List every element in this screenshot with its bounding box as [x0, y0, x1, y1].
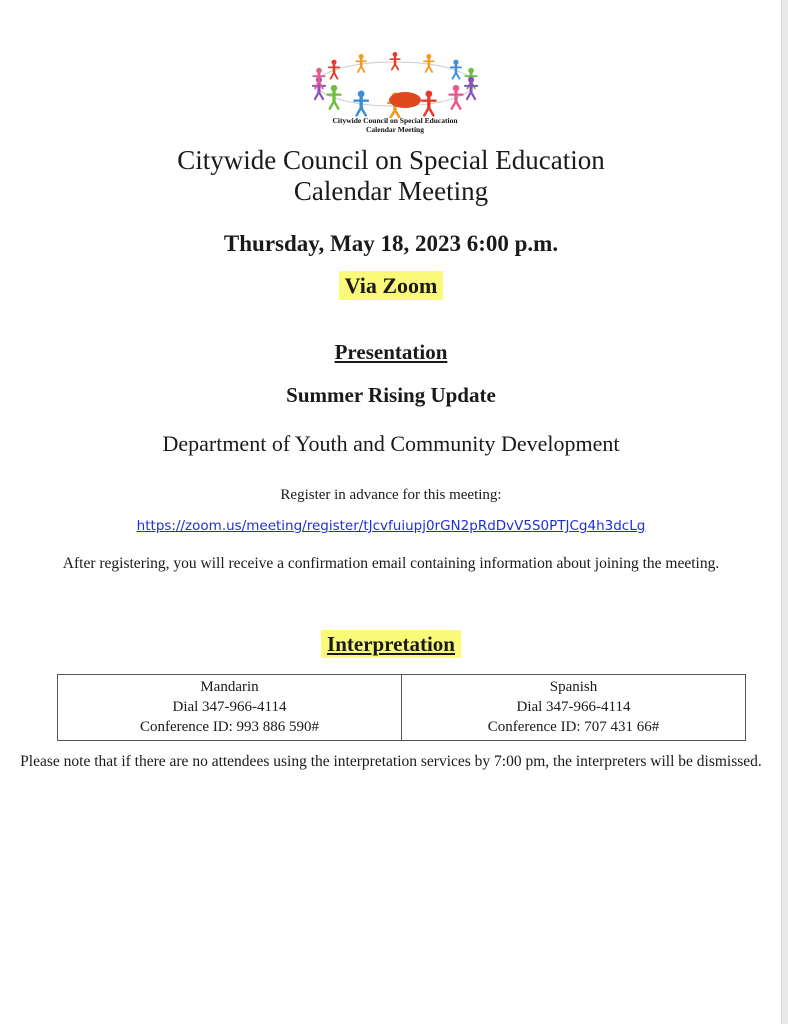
dial-number: Dial 347-966-4114 [516, 699, 631, 715]
presentation-topic: Summer Rising Update [286, 383, 496, 407]
person-figure-icon [356, 54, 366, 72]
meeting-venue-row [0, 273, 782, 299]
logo-caption-line1: Citywide Council on Special Education [332, 116, 458, 125]
language-cell-mandarin [58, 675, 402, 741]
register-prompt: Register in advance for this meeting: [280, 487, 502, 503]
registration-link-row [0, 518, 782, 534]
dial-number: Dial 347-966-4114 [172, 699, 287, 715]
interpretation-note: Please note that if there are no attendees using the interpretation services by 7:00 pm, the interpreters will be dismissed. [20, 753, 762, 770]
title-line2: Calendar Meeting [293, 176, 489, 206]
title-line1: Citywide Council on Special Education [177, 145, 605, 175]
language-cell-spanish [402, 675, 746, 741]
person-figure-icon [449, 85, 462, 109]
logo-caption-line2: Calendar Meeting [366, 125, 424, 134]
meeting-venue: Via Zoom [339, 271, 444, 300]
meeting-datetime: Thursday, May 18, 2023 6:00 p.m. [223, 231, 559, 256]
registration-link[interactable]: https://zoom.us/meeting/register/tJcvfuiupj0rGN2pRdDvV5S0PTJCg4h3dcLg [136, 518, 646, 534]
person-figure-icon [424, 54, 434, 72]
interpretation-heading: Interpretation [321, 630, 461, 658]
interpretation-table [57, 674, 746, 741]
page-edge [781, 0, 788, 1024]
presenter-name: Department of Youth and Community Development [162, 431, 620, 456]
conference-id: Conference ID: 707 431 66# [487, 719, 660, 735]
interpretation-heading-row [0, 632, 782, 657]
page-title [0, 145, 782, 207]
language-name: Mandarin [200, 679, 259, 695]
ball-icon [389, 92, 421, 108]
person-figure-icon [390, 52, 400, 70]
presentation-heading: Presentation [334, 340, 448, 364]
person-figure-icon [328, 85, 341, 109]
after-register-text: After registering, you will receive a confirmation email containing information about joining the meeting. [62, 555, 720, 572]
language-name: Spanish [549, 679, 598, 695]
council-logo [300, 52, 490, 138]
conference-id: Conference ID: 993 886 590# [139, 719, 320, 735]
people-circle-icon [300, 52, 490, 118]
table-row [58, 675, 746, 741]
